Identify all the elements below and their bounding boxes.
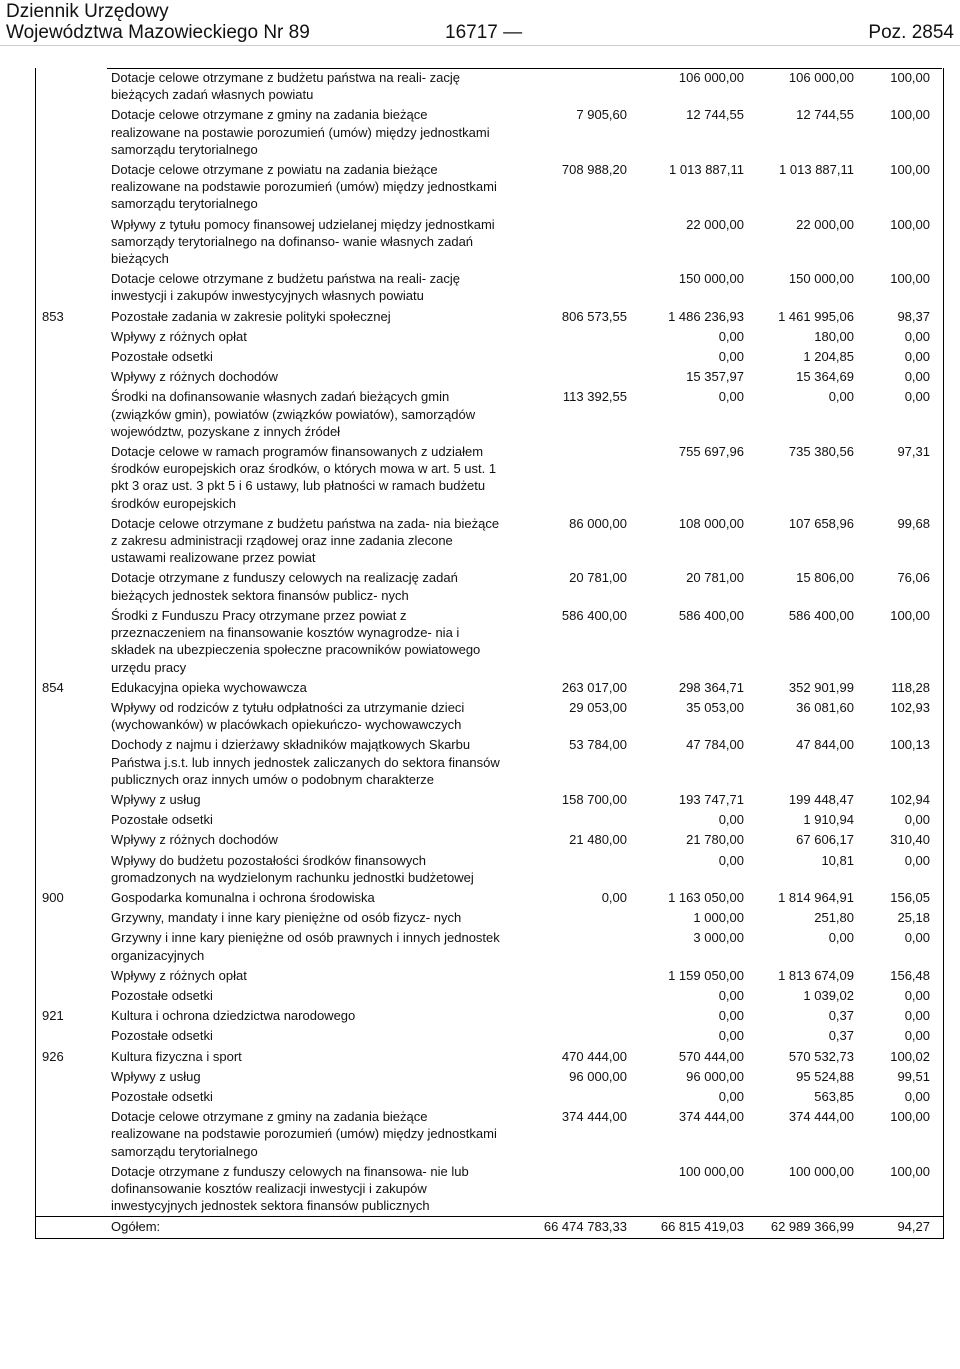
table-row (36, 698, 943, 735)
row-percent: 0,00 (904, 1008, 930, 1024)
row-code (36, 328, 108, 345)
row-executed: 586 400,00 (788, 607, 854, 623)
row-plan-initial (504, 216, 629, 268)
row-plan-after-changes: 96 000,00 (686, 1068, 744, 1084)
table-row (36, 888, 943, 908)
table-row (36, 1006, 943, 1026)
row-executed: 0,00 (828, 389, 854, 405)
row-description: Wpływy z usług (111, 1068, 201, 1084)
row-executed: 0,00 (828, 930, 854, 946)
row-percent: 25,18 (897, 910, 930, 926)
row-plan-after-changes: 106 000,00 (678, 70, 744, 85)
journal-title: Dziennik Urzędowy (6, 1, 169, 22)
row-plan-after-changes: 0,00 (718, 987, 744, 1003)
row-plan-after-changes: 193 747,71 (678, 791, 744, 807)
row-plan-initial (504, 1163, 629, 1215)
row-plan-initial: 29 053,00 (569, 699, 627, 715)
row-code (36, 811, 108, 828)
row-plan-after-changes: 22 000,00 (686, 216, 744, 232)
row-plan-initial (504, 909, 629, 926)
row-code (36, 1163, 108, 1215)
table-row (36, 387, 943, 442)
row-percent: 100,00 (890, 162, 930, 178)
row-plan-after-changes: 21 780,00 (686, 832, 744, 848)
row-description: Kultura fizyczna i sport (111, 1048, 242, 1064)
row-description: Dotacje celowe otrzymane z budżetu państwa na reali- zację inwestycji i zakupów inwestycyjnych własnych powiatu (111, 271, 461, 304)
row-plan-initial (504, 328, 629, 345)
row-percent: 100,00 (890, 107, 930, 123)
row-description: Wpływy z różnych dochodów (111, 369, 278, 385)
row-description: Wpływy do budżetu pozostałości środków finansowych gromadzonych na wydzielonym rachunku jednostki budżetowej (111, 852, 474, 885)
row-plan-after-changes: 35 053,00 (686, 699, 744, 715)
row-description: Dochody z najmu i dzierżawy składników majątkowych Skarbu Państwa j.s.t. lub innych jednostek zaliczanych do sektora finansów publicznych oraz innych umów o podobnym charakterze (111, 737, 500, 787)
table-row (36, 1087, 943, 1107)
table-row (36, 928, 943, 965)
page-number: 16717 — (445, 22, 523, 43)
table-row (36, 966, 943, 986)
row-code (36, 929, 108, 963)
row-percent: 100,00 (890, 70, 930, 85)
row-description: Pozostałe zadania w zakresie polityki społecznej (111, 308, 391, 324)
table-row (36, 68, 943, 105)
row-description: Dotacje celowe w ramach programów finansowanych z udziałem środków europejskich oraz środków, o których mowa w art. 5 ust. 1 pkt 3 oraz ust. 3 pkt 5 i 6 ustawy, lub płatności w ramach budżetu środków europejskich (111, 444, 497, 511)
row-code (36, 106, 108, 158)
row-percent: 156,05 (890, 889, 930, 905)
row-description: Dotacje otrzymane z funduszy celowych na finansowa- nie lub dofinansowanie kosztów realizacji inwestycji i zakupów inwestycyjnych jednostek sektora finansów publicznych (111, 1163, 469, 1214)
table-row (36, 307, 943, 327)
row-code (36, 69, 108, 103)
row-plan-after-changes: 20 781,00 (686, 570, 744, 586)
table-row (36, 830, 943, 850)
row-description: Dotacje celowe otrzymane z budżetu państwa na reali- zację bieżących zadań własnych powiatu (111, 70, 461, 103)
row-executed: 1 814 964,91 (778, 889, 854, 905)
table-row (36, 678, 943, 698)
row-description: Środki na dofinansowanie własnych zadań bieżących gmin (związków gmin), powiatów (związków powiatów), samorządów województw, pozyskane z innych źródeł (111, 389, 476, 439)
row-plan-initial (504, 348, 629, 365)
row-plan-after-changes: 3 000,00 (693, 930, 744, 946)
table-row (36, 105, 943, 160)
document-header (0, 0, 960, 46)
row-executed: 106 000,00 (788, 70, 854, 85)
row-code (36, 270, 108, 304)
row-description: Dotacje celowe otrzymane z gminy na zadania bieżące realizowane na postawie porozumień (umów) między jednostkami samorządu terytorialnego (111, 107, 490, 157)
row-plan-after-changes: 12 744,55 (686, 107, 744, 123)
row-percent: 100,02 (890, 1048, 930, 1064)
row-executed: 15 806,00 (796, 570, 854, 586)
table-row (36, 367, 943, 387)
row-code (36, 569, 108, 603)
row-plan-after-changes: 755 697,96 (678, 444, 744, 460)
row-plan-after-changes: 108 000,00 (678, 515, 744, 531)
row-executed: 1 461 995,06 (778, 308, 854, 324)
row-percent: 156,48 (890, 967, 930, 983)
row-percent: 310,40 (890, 832, 930, 848)
row-percent: 98,37 (897, 308, 930, 324)
row-description: Grzywny, mandaty i inne kary pieniężne od osób fizycz- nych (111, 910, 462, 926)
row-percent: 0,00 (904, 987, 930, 1003)
row-code (36, 1218, 108, 1235)
row-plan-initial: 20 781,00 (569, 570, 627, 586)
table-row (36, 908, 943, 928)
row-plan-after-changes: 586 400,00 (678, 607, 744, 623)
row-description: Gospodarka komunalna i ochrona środowiska (111, 889, 375, 905)
row-code (36, 388, 108, 440)
row-description: Pozostałe odsetki (111, 987, 213, 1003)
row-plan-initial: 21 480,00 (569, 832, 627, 848)
row-executed: 100 000,00 (788, 1163, 854, 1179)
table-row (36, 347, 943, 367)
table-row (36, 568, 943, 605)
row-plan-after-changes: 0,00 (718, 1088, 744, 1104)
row-executed: 1 039,02 (803, 987, 854, 1003)
row-code: 926 (42, 1048, 64, 1064)
row-description: Wpływy od rodziców z tytułu odpłatności za utrzymanie dzieci (wychowanków) w placówkach opiekuńczo- wychowawczych (111, 699, 465, 733)
row-code (36, 348, 108, 365)
row-percent: 76,06 (897, 570, 930, 586)
row-executed: 1 013 887,11 (779, 162, 854, 178)
row-plan-initial (504, 1007, 629, 1024)
row-percent: 0,00 (904, 1088, 930, 1104)
row-executed: 36 081,60 (796, 699, 854, 715)
table-row (36, 327, 943, 347)
row-code (36, 368, 108, 385)
row-plan-after-changes: 0,00 (718, 328, 744, 344)
row-executed: 10,81 (821, 852, 854, 868)
row-percent: 0,00 (904, 852, 930, 868)
row-percent: 100,00 (890, 607, 930, 623)
row-description: Dotacje otrzymane z funduszy celowych na realizację zadań bieżących jednostek sektora finansów publicz- nych (111, 570, 458, 603)
row-executed: 735 380,56 (788, 444, 854, 460)
row-percent: 99,68 (897, 515, 930, 531)
row-percent: 0,00 (904, 812, 930, 828)
row-code (36, 987, 108, 1004)
row-description: Wpływy z różnych opłat (111, 328, 247, 344)
row-code (36, 1108, 108, 1160)
row-executed: 107 658,96 (788, 515, 854, 531)
row-executed: 0,37 (828, 1028, 854, 1044)
row-plan-initial: 374 444,00 (561, 1109, 627, 1125)
row-plan-after-changes: 1 163 050,00 (668, 889, 744, 905)
row-plan-after-changes: 1 486 236,93 (668, 308, 744, 324)
position-number: Poz. 2854 (868, 22, 954, 43)
row-percent: 100,13 (890, 737, 930, 753)
row-code (36, 216, 108, 268)
row-plan-after-changes: 100 000,00 (678, 1163, 744, 1179)
row-code (36, 852, 108, 886)
row-description: Wpływy z usług (111, 791, 201, 807)
row-description: Kultura i ochrona dziedzictwa narodowego (111, 1008, 356, 1024)
row-percent: 100,00 (890, 1163, 930, 1179)
row-plan-initial: 113 392,55 (562, 389, 627, 405)
row-executed: 180,00 (814, 328, 854, 344)
row-executed: 150 000,00 (788, 271, 854, 287)
row-plan-initial (504, 1088, 629, 1105)
row-executed: 67 606,17 (796, 832, 854, 848)
row-plan-initial: 158 700,00 (561, 791, 627, 807)
row-code (36, 443, 108, 512)
row-percent: 0,00 (904, 349, 930, 365)
row-code (36, 1088, 108, 1105)
row-plan-after-changes: 0,00 (718, 852, 744, 868)
row-plan-after-changes: 1 013 887,11 (669, 162, 744, 178)
header-divider (0, 45, 960, 46)
row-plan-initial: 96 000,00 (569, 1068, 627, 1084)
row-description: Edukacyjna opieka wychowawcza (111, 679, 307, 695)
row-executed: 47 844,00 (796, 737, 854, 753)
row-percent: 0,00 (904, 930, 930, 946)
row-plan-after-changes: 66 815 419,03 (660, 1219, 744, 1235)
row-plan-after-changes: 0,00 (718, 1028, 744, 1044)
row-description: Pozostałe odsetki (111, 1028, 213, 1044)
row-code (36, 791, 108, 808)
row-executed: 1 813 674,09 (778, 967, 854, 983)
row-code (36, 161, 108, 213)
row-code (36, 736, 108, 788)
row-plan-initial (504, 443, 629, 512)
row-code (36, 699, 108, 733)
row-plan-after-changes: 1 159 050,00 (668, 967, 744, 983)
row-percent: 0,00 (904, 389, 930, 405)
row-executed: 563,85 (814, 1088, 854, 1104)
row-executed: 352 901,99 (788, 679, 854, 695)
row-plan-initial: 0,00 (601, 889, 627, 905)
row-code (36, 1027, 108, 1044)
row-description: Dotacje celowe otrzymane z powiatu na zadania bieżące realizowane na podstawie porozumień (umów) między jednostkami samorządu terytorialnego (111, 162, 497, 212)
table-row (36, 1162, 943, 1217)
table-row (36, 1047, 943, 1067)
table-row (36, 1026, 943, 1046)
row-plan-after-changes: 150 000,00 (678, 271, 744, 287)
row-plan-after-changes: 0,00 (718, 1008, 744, 1024)
row-plan-initial (504, 368, 629, 385)
row-executed: 12 744,55 (796, 107, 854, 123)
row-executed: 374 444,00 (788, 1109, 854, 1125)
row-percent: 100,00 (890, 271, 930, 287)
row-code: 854 (42, 679, 64, 695)
row-plan-after-changes: 374 444,00 (678, 1109, 744, 1125)
table-row (36, 514, 943, 569)
table-row (36, 215, 943, 270)
row-plan-initial (504, 270, 629, 304)
row-plan-initial (504, 1027, 629, 1044)
row-percent: 99,51 (897, 1068, 930, 1084)
row-description: Wpływy z różnych opłat (111, 967, 247, 983)
table-row (36, 442, 943, 514)
row-plan-initial: 66 474 783,33 (543, 1219, 627, 1235)
row-plan-initial: 708 988,20 (561, 162, 627, 178)
row-percent: 0,00 (904, 328, 930, 344)
row-code (36, 967, 108, 984)
row-description: Pozostałe odsetki (111, 812, 213, 828)
row-plan-after-changes: 0,00 (718, 389, 744, 405)
row-description: Dotacje celowe otrzymane z gminy na zadania bieżące realizowane na podstawie porozumień (umów) między jednostkami samorządu terytorialnego (111, 1109, 497, 1159)
row-executed: 15 364,69 (796, 369, 854, 385)
row-executed: 570 532,73 (788, 1048, 854, 1064)
row-percent: 100,00 (890, 1109, 930, 1125)
row-plan-initial (504, 967, 629, 984)
row-plan-after-changes: 1 000,00 (693, 910, 744, 926)
row-plan-initial (504, 69, 629, 103)
row-executed: 199 448,47 (788, 791, 854, 807)
total-row (36, 1216, 943, 1237)
row-description: Wpływy z różnych dochodów (111, 832, 278, 848)
table-row (36, 986, 943, 1006)
row-plan-initial (504, 852, 629, 886)
row-code: 853 (42, 308, 64, 324)
row-plan-initial (504, 987, 629, 1004)
row-percent: 97,31 (897, 444, 930, 460)
row-code (36, 831, 108, 848)
budget-table (35, 68, 944, 1239)
row-code: 900 (42, 889, 64, 905)
row-percent: 118,28 (891, 679, 930, 695)
table-row (36, 606, 943, 678)
table-row (36, 790, 943, 810)
row-plan-initial: 586 400,00 (561, 607, 627, 623)
row-executed: 1 910,94 (803, 812, 854, 828)
row-executed: 95 524,88 (796, 1068, 854, 1084)
row-code (36, 607, 108, 676)
row-code: 921 (42, 1008, 64, 1024)
row-plan-initial: 7 905,60 (576, 107, 627, 123)
row-code (36, 515, 108, 567)
row-percent: 0,00 (904, 1028, 930, 1044)
table-row (36, 735, 943, 790)
row-plan-after-changes: 570 444,00 (678, 1048, 744, 1064)
row-plan-after-changes: 298 364,71 (678, 679, 744, 695)
row-executed: 22 000,00 (796, 216, 854, 232)
row-executed: 251,80 (814, 910, 854, 926)
row-description: Ogółem: (111, 1219, 161, 1235)
row-description: Środki z Funduszu Pracy otrzymane przez powiat z przeznaczeniem na finansowanie kosztów wynagrodze- nia i składek na ubezpieczenia społeczne pracowników powiatowego urzędu pracy (111, 607, 481, 675)
row-percent: 100,00 (890, 216, 930, 232)
table-row (36, 851, 943, 888)
row-plan-after-changes: 47 784,00 (686, 737, 744, 753)
row-plan-initial: 53 784,00 (569, 737, 627, 753)
row-percent: 102,94 (890, 791, 930, 807)
table-row (36, 1067, 943, 1087)
table-row (36, 810, 943, 830)
row-executed: 1 204,85 (803, 349, 854, 365)
row-plan-initial: 263 017,00 (561, 679, 627, 695)
row-executed: 0,37 (828, 1008, 854, 1024)
row-plan-initial (504, 811, 629, 828)
table-row (36, 269, 943, 306)
row-description: Pozostałe odsetki (111, 1088, 213, 1104)
row-executed: 62 989 366,99 (770, 1219, 854, 1235)
row-plan-initial: 806 573,55 (561, 308, 627, 324)
row-plan-initial: 470 444,00 (561, 1048, 627, 1064)
row-description: Grzywny i inne kary pieniężne od osób prawnych i innych jednostek organizacyjnych (111, 930, 500, 963)
row-plan-after-changes: 0,00 (718, 349, 744, 365)
row-plan-after-changes: 0,00 (718, 812, 744, 828)
row-percent: 94,27 (897, 1219, 930, 1235)
row-code (36, 909, 108, 926)
row-description: Pozostałe odsetki (111, 349, 213, 365)
journal-subtitle: Województwa Mazowieckiego Nr 89 (6, 22, 310, 43)
row-description: Wpływy z tytułu pomocy finansowej udzielanej między jednostkami samorządy terytorialnego na dofinanso- wanie własnych zadań bieżących (111, 216, 495, 267)
table-row (36, 1107, 943, 1162)
row-plan-initial (504, 929, 629, 963)
row-plan-after-changes: 15 357,97 (686, 369, 744, 385)
row-plan-initial: 86 000,00 (569, 515, 627, 531)
row-percent: 0,00 (904, 369, 930, 385)
table-row (36, 160, 943, 215)
row-percent: 102,93 (890, 699, 930, 715)
row-code (36, 1068, 108, 1085)
row-description: Dotacje celowe otrzymane z budżetu państwa na zada- nia bieżące z zakresu administracji rządowej oraz inne zadania zlecone ustawami realizowane przez powiat (111, 515, 500, 566)
